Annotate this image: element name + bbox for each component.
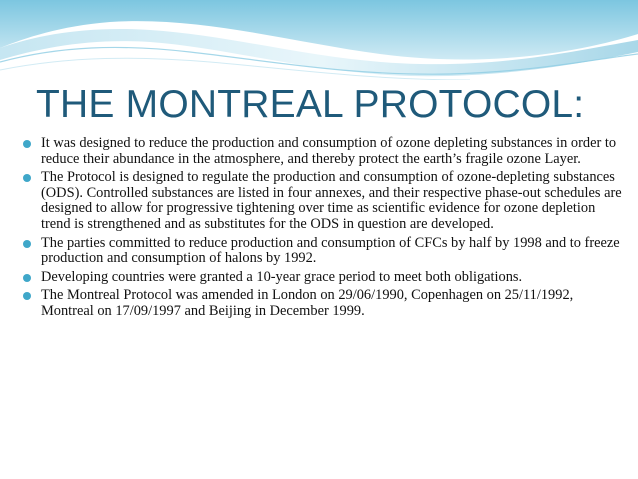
slide-title: THE MONTREAL PROTOCOL: bbox=[36, 83, 585, 126]
bullet-text: The Montreal Protocol was amended in London on 29/06/1990, Copenhagen on 25/11/1992, Montreal on 17/09/1997 and Beijing in December 1999. bbox=[41, 287, 574, 319]
list-item bbox=[22, 136, 622, 167]
list-item bbox=[22, 288, 622, 319]
bullet-dot-icon bbox=[23, 174, 31, 182]
list-item bbox=[22, 236, 622, 267]
bullet-dot-icon bbox=[23, 292, 31, 300]
list-item bbox=[22, 270, 622, 286]
bullet-text: The parties committed to reduce production and consumption of CFCs by half by 1998 and to freeze production and consumption of halons by 1992. bbox=[41, 234, 620, 267]
wave-header-decoration bbox=[0, 0, 638, 80]
list-item bbox=[22, 170, 622, 232]
bullet-dot-icon bbox=[23, 274, 31, 282]
bullet-dot-icon bbox=[23, 240, 31, 248]
bullet-text: It was designed to reduce the production and consumption of ozone depleting substances in order to reduce their abundance in the atmosphere, and thereby protect the earth’s fragile ozone Layer. bbox=[41, 135, 617, 167]
bullet-list bbox=[22, 136, 622, 323]
bullet-dot-icon bbox=[23, 140, 31, 148]
bullet-text: The Protocol is designed to regulate the production and consumption of ozone-depleting substances (ODS). Controlled substances are listed in four annexes, and their respective phase-out schedules are designed to allow for progressive tightening over time as scientific evidence for ozone depletion trend is strengthened and as substitutes for the ODS in question are developed. bbox=[41, 169, 622, 232]
bullet-text: Developing countries were granted a 10-year grace period to meet both obligations. bbox=[41, 268, 523, 285]
